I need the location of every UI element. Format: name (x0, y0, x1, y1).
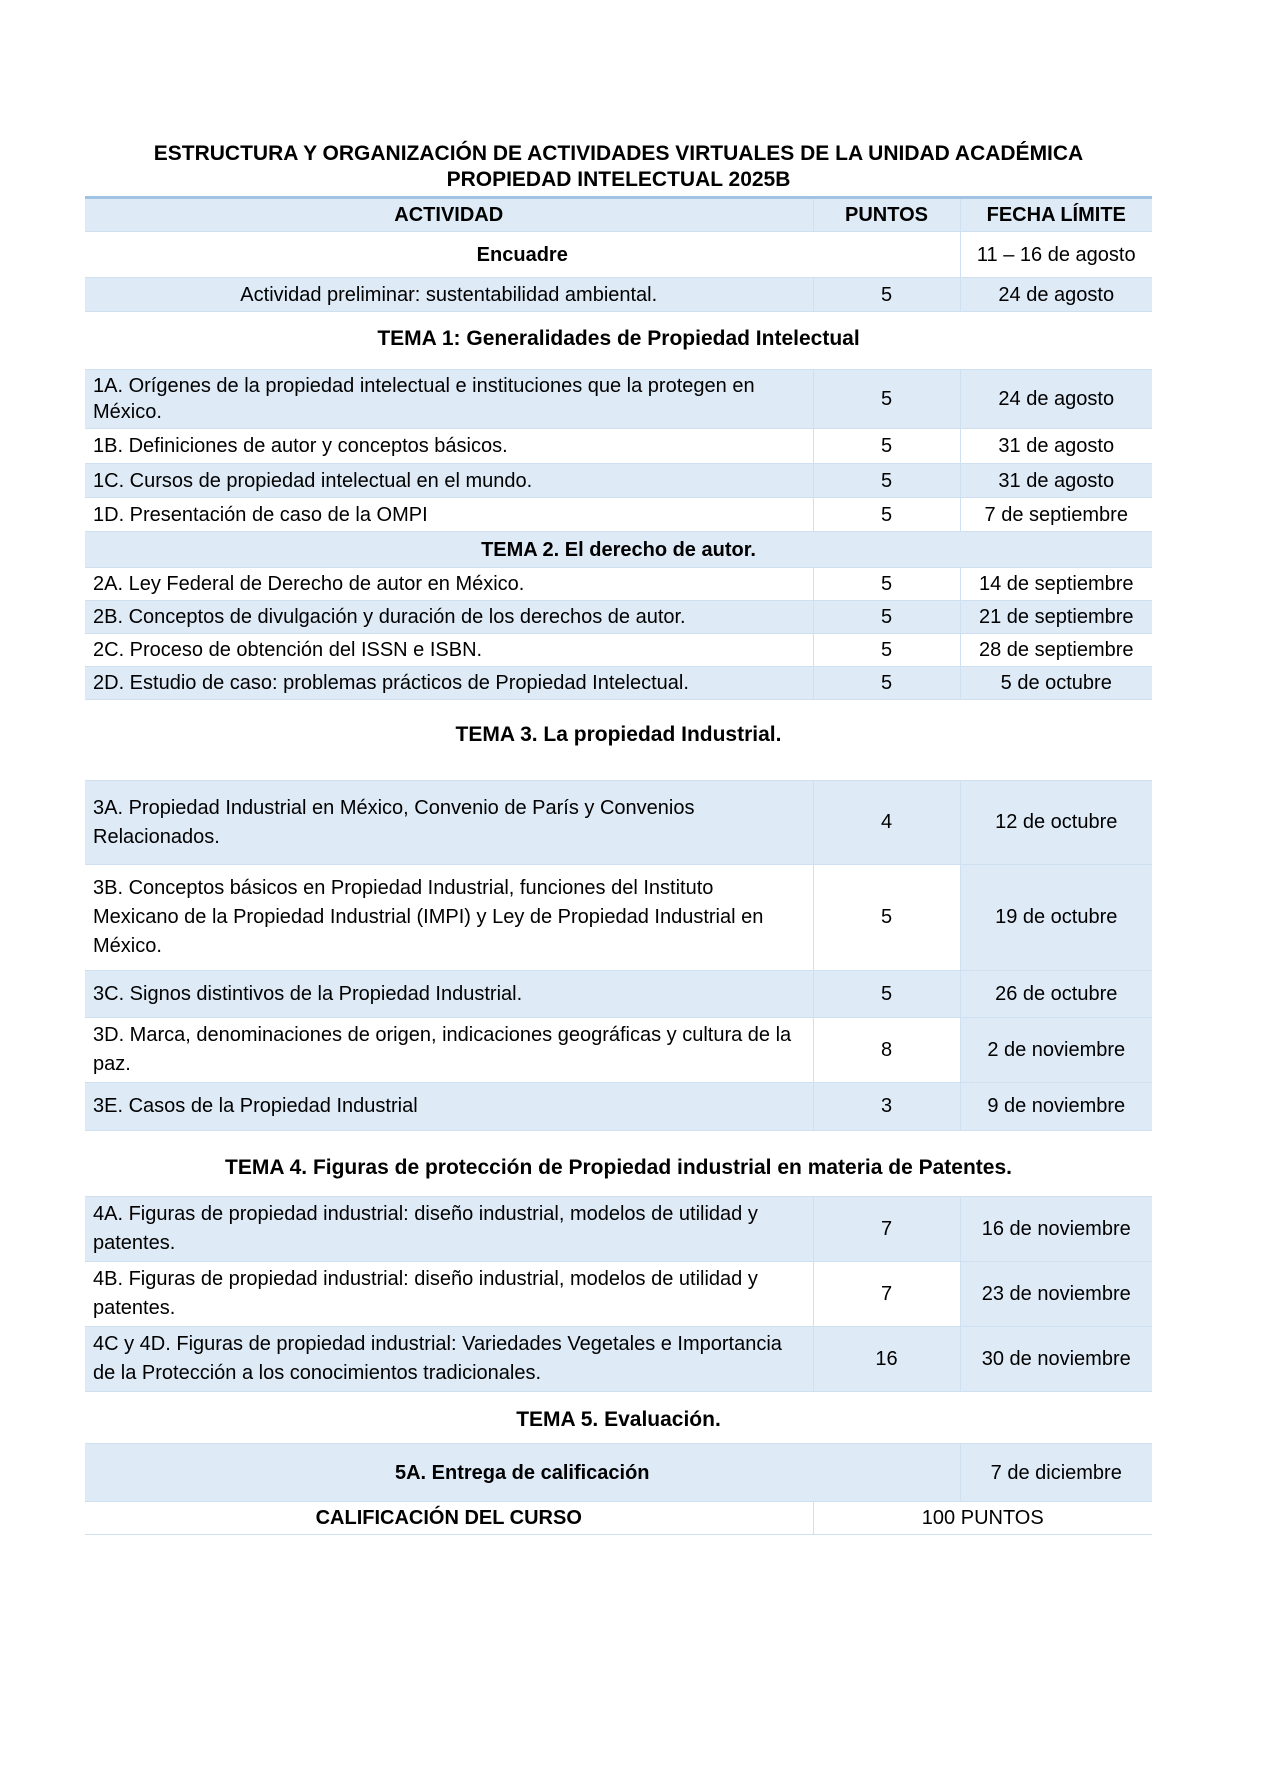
points-cell: 5 (813, 568, 960, 601)
activity-cell: 1B. Definiciones de autor y conceptos básicos. (85, 429, 813, 464)
doc-title (85, 141, 1152, 193)
table-row (85, 601, 1152, 634)
activity-cell: 2B. Conceptos de divulgación y duración de los derechos de autor. (85, 601, 813, 634)
activity-cell: Actividad preliminar: sustentabilidad ambiental. (85, 278, 813, 312)
points-cell: 5 (813, 865, 960, 971)
table-row (85, 1327, 1152, 1392)
doc-title-line-1: ESTRUCTURA Y ORGANIZACIÓN DE ACTIVIDADES VIRTUALES DE LA UNIDAD ACADÉMICA (153, 142, 1084, 165)
header-points-cell: PUNTOS (813, 198, 960, 232)
deadline-cell: 2 de noviembre (960, 1018, 1152, 1083)
table-row (85, 865, 1152, 971)
deadline-cell: 31 de agosto (960, 429, 1152, 464)
table-row (85, 498, 1152, 532)
deadline-cell: 7 de diciembre (960, 1444, 1152, 1502)
table-row (85, 634, 1152, 667)
deadline-cell: 30 de noviembre (960, 1327, 1152, 1392)
points-cell: 7 (813, 1197, 960, 1262)
schedule-table-tema5 (85, 1443, 1152, 1535)
deadline-cell: 28 de septiembre (960, 634, 1152, 667)
table-row (85, 429, 1152, 464)
table-row (85, 667, 1152, 700)
activity-cell: 3B. Conceptos básicos en Propiedad Industrial, funciones del Instituto Mexicano de la Propiedad Industrial (IMPI) y Ley de Propiedad Industrial en México. (85, 865, 813, 971)
deadline-cell: 24 de agosto (960, 370, 1152, 429)
deadline-cell: 26 de octubre (960, 971, 1152, 1018)
deadline-cell: 19 de octubre (960, 865, 1152, 971)
deadline-cell: 12 de octubre (960, 781, 1152, 865)
tema-3-heading: TEMA 3. La propiedad Industrial. (455, 723, 782, 746)
table-row (85, 1083, 1152, 1131)
points-cell: 4 (813, 781, 960, 865)
activity-cell: 5A. Entrega de calificación (85, 1444, 960, 1502)
activity-cell: 3E. Casos de la Propiedad Industrial (85, 1083, 813, 1131)
deadline-cell: 23 de noviembre (960, 1262, 1152, 1327)
table-row (85, 1197, 1152, 1262)
table-row (85, 568, 1152, 601)
table-row (85, 781, 1152, 865)
table-row (85, 278, 1152, 312)
activity-cell: 2C. Proceso de obtención del ISSN e ISBN. (85, 634, 813, 667)
points-cell: 5 (813, 278, 960, 312)
tema-1-heading: TEMA 1: Generalidades de Propiedad Intelectual (377, 327, 860, 350)
table-row (85, 1262, 1152, 1327)
schedule-table-tema4 (85, 1196, 1152, 1392)
schedule-table-tema3 (85, 780, 1152, 1131)
table-row (85, 1444, 1152, 1502)
header-activity-cell: ACTIVIDAD (85, 198, 813, 232)
deadline-cell: 14 de septiembre (960, 568, 1152, 601)
points-cell: 5 (813, 971, 960, 1018)
points-cell: 5 (813, 634, 960, 667)
activity-cell: 4B. Figuras de propiedad industrial: diseño industrial, modelos de utilidad y patentes. (85, 1262, 813, 1327)
points-cell: 5 (813, 667, 960, 700)
tema-2-heading: TEMA 2. El derecho de autor. (85, 532, 1152, 568)
activity-cell: 2D. Estudio de caso: problemas prácticos de Propiedad Intelectual. (85, 667, 813, 700)
deadline-cell: 21 de septiembre (960, 601, 1152, 634)
activity-cell: 1A. Orígenes de la propiedad intelectual e instituciones que la protegen en México. (85, 370, 813, 429)
table-row (85, 464, 1152, 498)
activity-cell: 4A. Figuras de propiedad industrial: diseño industrial, modelos de utilidad y patentes. (85, 1197, 813, 1262)
schedule-table-tema1-2 (85, 369, 1152, 700)
points-cell: 8 (813, 1018, 960, 1083)
schedule-table-intro (85, 196, 1152, 312)
points-cell: 5 (813, 498, 960, 532)
points-cell: 5 (813, 601, 960, 634)
course-total-value-cell: 100 PUNTOS (813, 1502, 1152, 1535)
tema-2-heading-row (85, 532, 1152, 568)
deadline-cell: 11 – 16 de agosto (960, 232, 1152, 278)
doc-title-line-2: PROPIEDAD INTELECTUAL 2025B (446, 168, 791, 191)
activity-cell: 3C. Signos distintivos de la Propiedad Industrial. (85, 971, 813, 1018)
activity-cell: 1D. Presentación de caso de la OMPI (85, 498, 813, 532)
deadline-cell: 5 de octubre (960, 667, 1152, 700)
points-cell: 5 (813, 429, 960, 464)
activity-cell: 1C. Cursos de propiedad intelectual en el mundo. (85, 464, 813, 498)
deadline-cell: 9 de noviembre (960, 1083, 1152, 1131)
table-row (85, 370, 1152, 429)
course-total-row (85, 1502, 1152, 1535)
table-header-row (85, 198, 1152, 232)
tema-5-heading: TEMA 5. Evaluación. (516, 1408, 721, 1431)
points-cell: 16 (813, 1327, 960, 1392)
document-page (85, 141, 1152, 1535)
points-cell: 7 (813, 1262, 960, 1327)
header-deadline-cell: FECHA LÍMITE (960, 198, 1152, 232)
table-row (85, 971, 1152, 1018)
activity-cell: 3A. Propiedad Industrial en México, Convenio de París y Convenios Relacionados. (85, 781, 813, 865)
activity-cell: 4C y 4D. Figuras de propiedad industrial: Variedades Vegetales e Importancia de la Protección a los conocimientos tradicionales. (85, 1327, 813, 1392)
points-cell: 5 (813, 464, 960, 498)
deadline-cell: 31 de agosto (960, 464, 1152, 498)
activity-cell: 3D. Marca, denominaciones de origen, indicaciones geográficas y cultura de la paz. (85, 1018, 813, 1083)
tema-4-heading: TEMA 4. Figuras de protección de Propiedad industrial en materia de Patentes. (225, 1156, 1012, 1179)
points-cell: 5 (813, 370, 960, 429)
deadline-cell: 16 de noviembre (960, 1197, 1152, 1262)
points-cell: 3 (813, 1083, 960, 1131)
deadline-cell: 24 de agosto (960, 278, 1152, 312)
activity-cell: 2A. Ley Federal de Derecho de autor en México. (85, 568, 813, 601)
deadline-cell: 7 de septiembre (960, 498, 1152, 532)
course-total-label-cell: CALIFICACIÓN DEL CURSO (85, 1502, 813, 1535)
table-row (85, 232, 1152, 278)
activity-cell: Encuadre (85, 232, 960, 278)
table-row (85, 1018, 1152, 1083)
